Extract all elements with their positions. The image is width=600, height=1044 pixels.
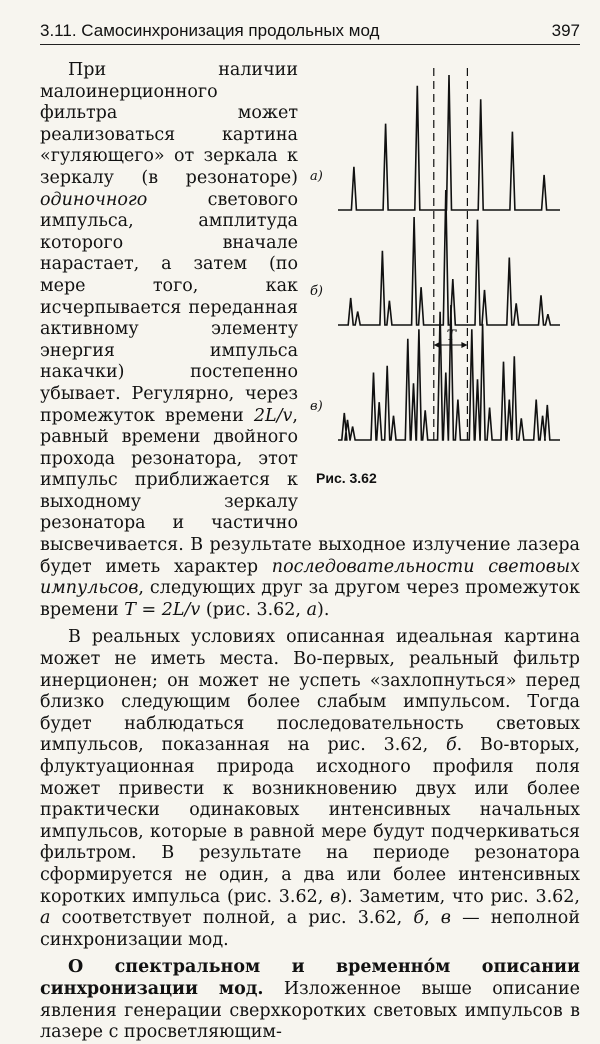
text-run: О спектральном и временно́м описании синхронизации мод. bbox=[40, 957, 580, 999]
text-run: а bbox=[40, 908, 51, 929]
page-number: 397 bbox=[551, 21, 580, 40]
text-run: а bbox=[306, 599, 317, 620]
panel-label: б) bbox=[310, 284, 324, 299]
text-run: 2L/v bbox=[253, 405, 293, 426]
text-run: , bbox=[424, 908, 441, 929]
text-run: T = 2L/v bbox=[124, 599, 201, 620]
text-run: При наличии малоинерционного фильтра может реализоваться картина «гуляющего» от зеркала к зеркалу (в резонаторе) bbox=[40, 60, 298, 188]
figure-plot bbox=[308, 60, 580, 460]
text-run: , следующих друг за другом через промежуток времени bbox=[40, 578, 580, 620]
text-run: б bbox=[445, 735, 457, 756]
text-run: одиночного bbox=[40, 189, 148, 210]
panel-label: в) bbox=[310, 399, 323, 414]
panel-label: а) bbox=[310, 169, 323, 184]
text-run: ). bbox=[317, 599, 330, 620]
pulse-trace bbox=[338, 75, 560, 210]
text-run: в bbox=[440, 908, 451, 929]
body-text bbox=[40, 60, 580, 1044]
text-run: в bbox=[330, 886, 341, 907]
paragraph bbox=[40, 627, 580, 951]
text-run: — неполной синхронизации мод. bbox=[40, 908, 580, 950]
text-run: (рис. 3.62, bbox=[200, 599, 307, 620]
figure-3-62 bbox=[308, 60, 580, 515]
text-run: Изложенное выше описание явления генерации сверхкоротких световых импульсов в лазере с просветляющим- bbox=[40, 978, 580, 1043]
text-run: . Во-вторых, флуктуационная природа исходного профиля поля может привести к возникновению двух или более практически одинаковых интенсивных начальных импульсов, которые в равной мере будут подчеркиваться фильтром. В результате на периоде резонатора сформируется не один, а два или более интенсивных коротких импульса (рис. 3.62, bbox=[40, 735, 580, 907]
figure-caption: Рис. 3.62 bbox=[316, 470, 377, 486]
paragraph bbox=[40, 957, 580, 1043]
running-header bbox=[40, 18, 580, 45]
text-run: соответствует полной, а рис. 3.62, bbox=[50, 908, 414, 929]
text-run: ). Заметим, что рис. 3.62, bbox=[340, 886, 580, 907]
text-run: б bbox=[413, 908, 425, 929]
text-run: В реальных условиях описанная идеальная картина может не иметь места. Во-первых, реальный фильтр инерционен; он может не успеть «захлопнуться» перед близко следующим более слабым импульсом. Тогда будет наблюдаться последовательность световых импульсов, показанная на рис. 3.62, bbox=[40, 627, 580, 756]
period-arrowhead-left bbox=[434, 342, 440, 348]
period-arrowhead-right bbox=[461, 342, 467, 348]
period-label: T bbox=[446, 328, 456, 344]
text-run: , равный времени двойного прохода резонатора, этот импульс приближается к выходному зеркалу резонатора и частично высвечивается. В результате выходное излучение лазера будет иметь характер bbox=[40, 405, 580, 577]
text-run: светового импульса, амплитуда которого вначале нарастает, а затем (по мере того, как исчерпывается переданная активному элементу энергия импульса накачки) постепенно убывает. Регулярно, через промежуток времени bbox=[40, 189, 298, 426]
running-header-title: 3.11. Самосинхронизация продольных мод bbox=[40, 21, 380, 40]
text-run: последовательности световых импульсов bbox=[40, 556, 581, 599]
